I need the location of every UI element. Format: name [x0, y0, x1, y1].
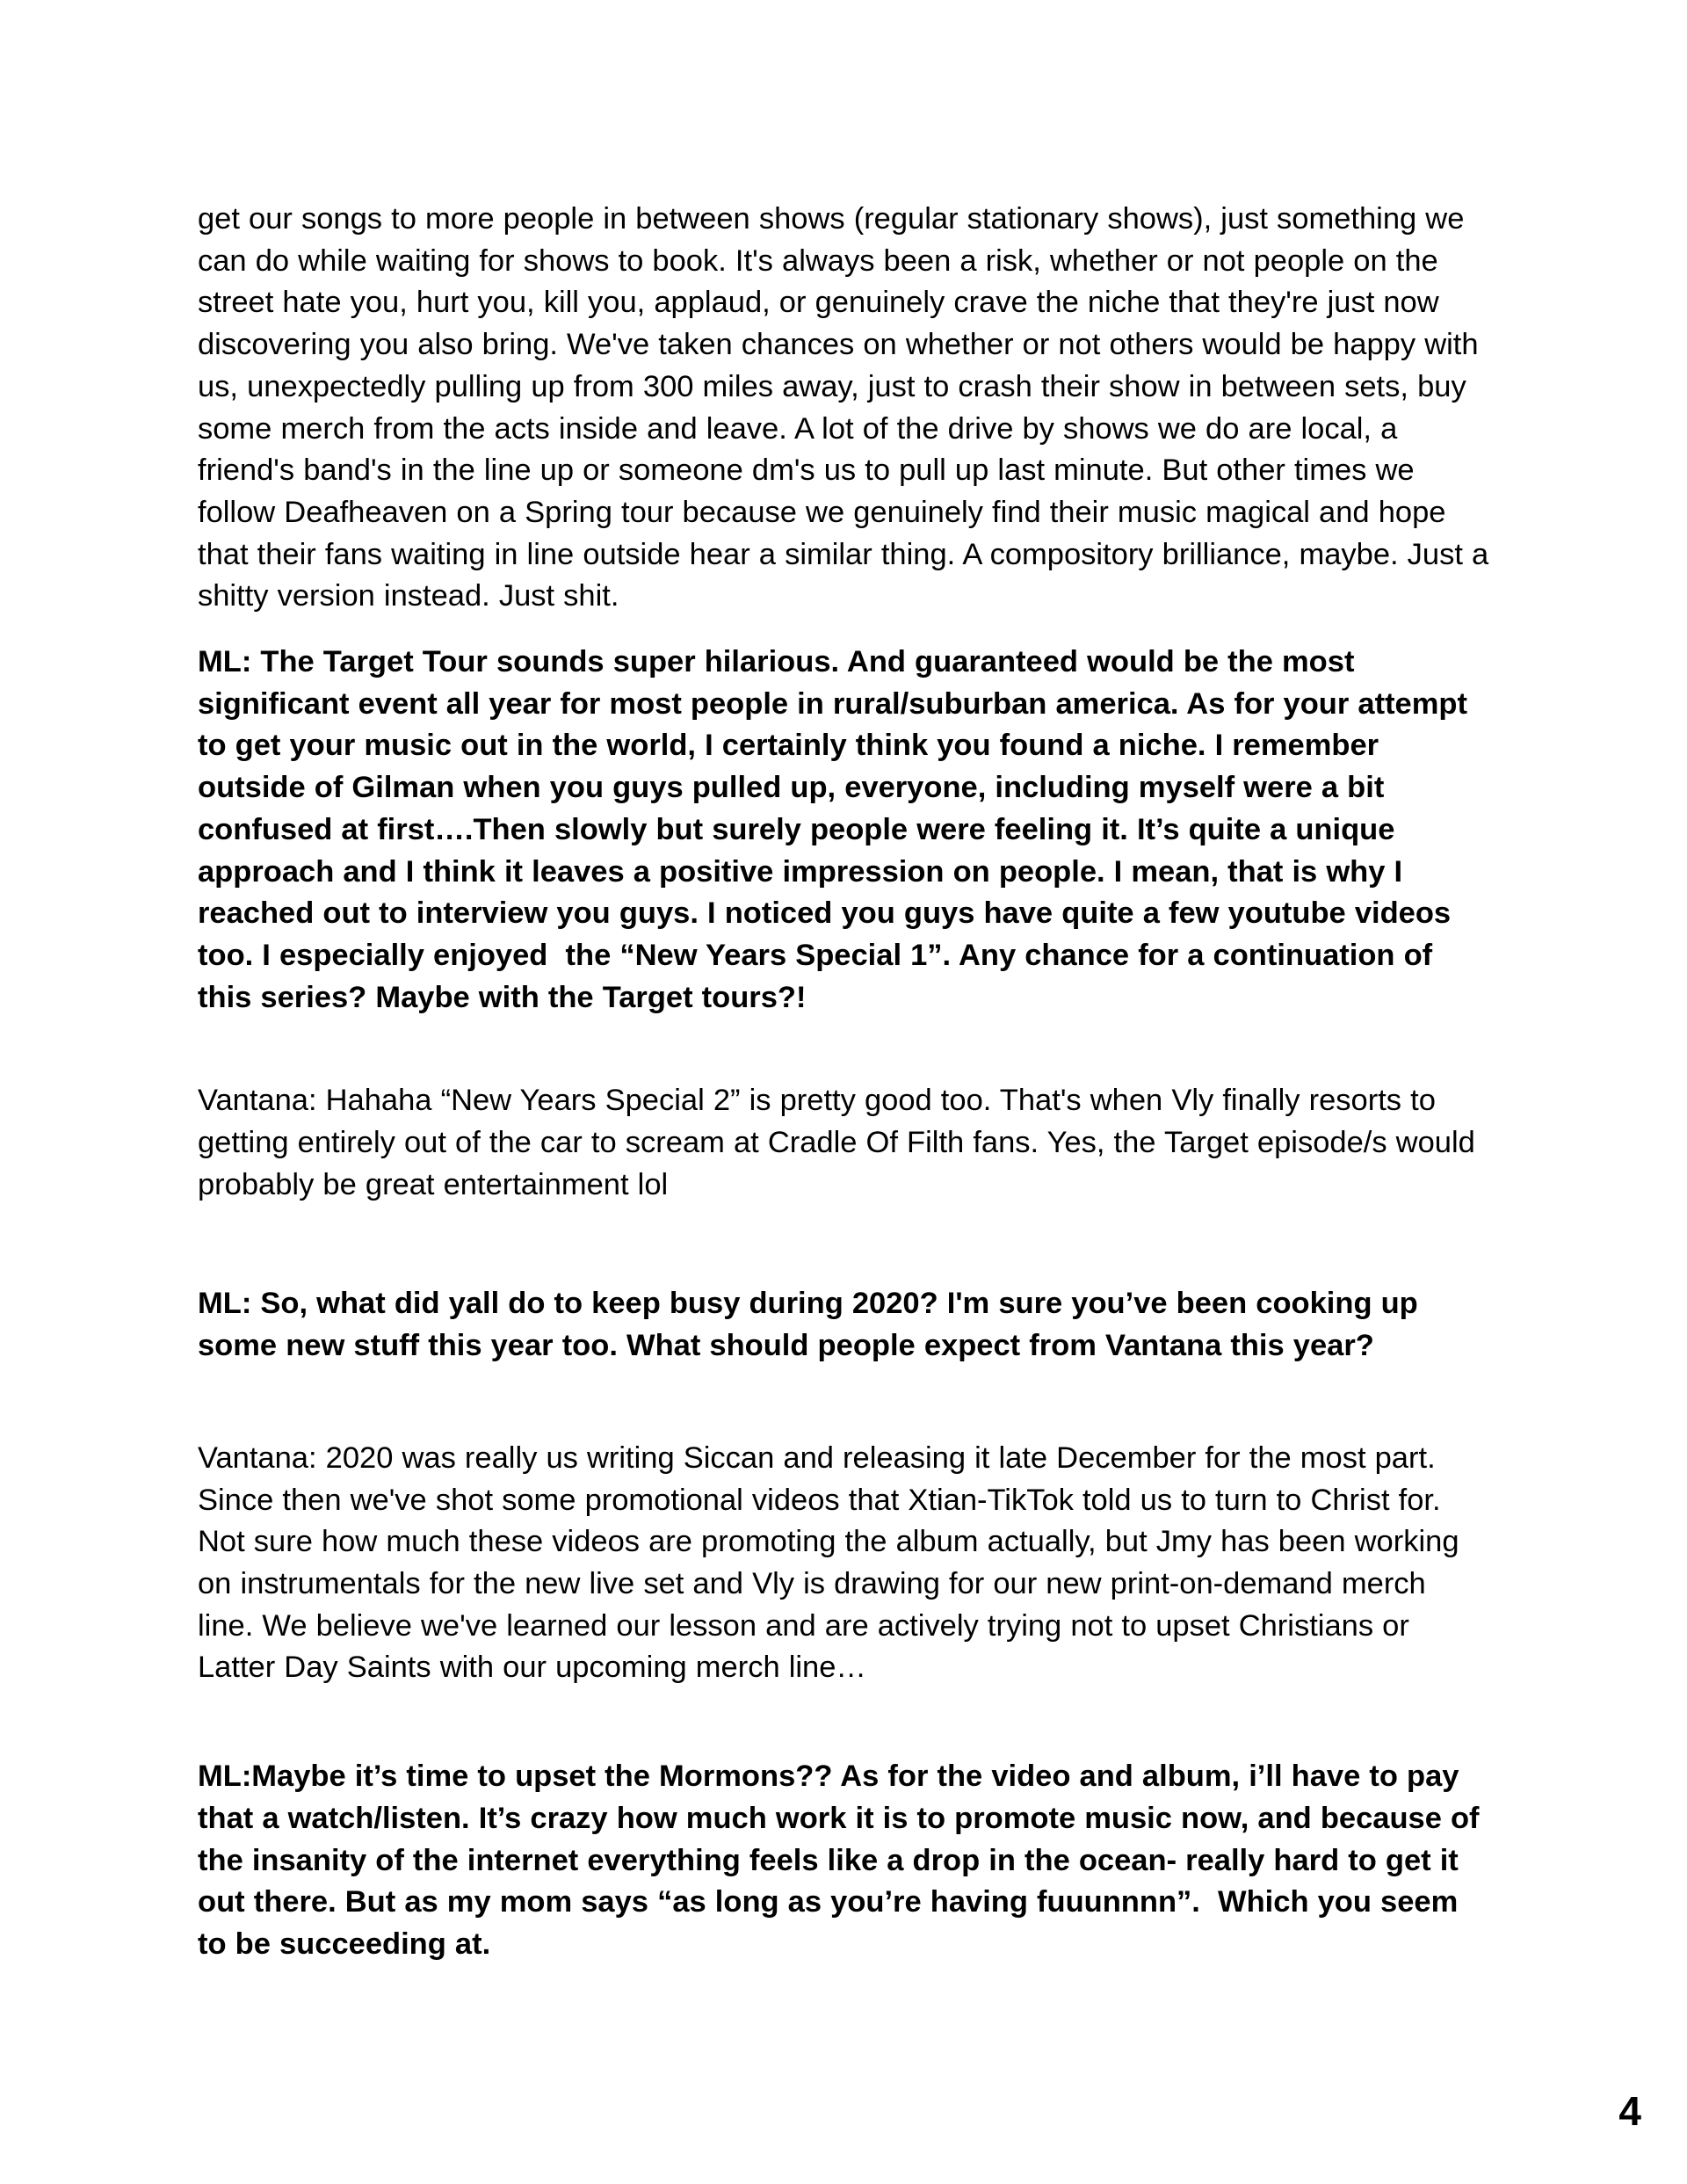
paragraph-ml-question-2020: ML: So, what did yall do to keep busy during 2020? I'm sure you’ve been cooking up some new stuff this year too. What should people expect from Vantana this year? [198, 1287, 1427, 1363]
interview-content [198, 199, 1498, 1966]
paragraph-ml-comment-mormons: ML:Maybe it’s time to upset the Mormons?? As for the video and album, i’ll have to pay that a watch/listen. It’s crazy how much work it is to promote music now, and because of the insanity of the internet everything feels like a drop in the ocean- really hard to get it out there. But as my mom says “as long as you’re having fuuunnnn”. Which you seem to be succeeding at. [198, 1760, 1488, 1961]
paragraph-vantana-answer-new-years: Vantana: Hahaha “New Years Special 2” is pretty good too. That's when Vly finally resorts to getting entirely out of the car to scream at Cradle Of Filth fans. Yes, the Target episode/s would probably be great entertainment lol [198, 1084, 1484, 1201]
paragraph-ml-question-target-tour: ML: The Target Tour sounds super hilarious. And guaranteed would be the most significant event all year for most people in rural/suburban america. As for your attempt to get your music out in the world, I certainly think you found a niche. I remember outside of Gilman when you guys pulled up, everyone, including myself were a bit confused at first….Then slowly but surely people were feeling it. It’s quite a unique approach and I think it leaves a positive impression on people. I mean, that is why I reached out to interview you guys. I noticed you guys have quite a few youtube videos too. I especially enjoyed the “New Years Special 1”. Any chance for a continuation of this series? Maybe with the Target tours?! [198, 645, 1477, 1014]
paragraph-answer-continuation: get our songs to more people in between shows (regular stationary shows), just something we can do while waiting for shows to book. It's always been a risk, whether or not people on the street hate you, hurt you, kill you, applaud, or genuinely crave the niche that they're just now discovering you also bring. We've taken chances on whether or not others would be happy with us, unexpectedly pulling up from 300 miles away, just to crash their show in between sets, buy some merch from the acts inside and leave. A lot of the drive by shows we do are local, a friend's band's in the line up or someone dm's us to pull up last minute. But other times we follow Deafheaven on a Spring tour because we genuinely find their music magical and hope that their fans waiting in line outside hear a similar thing. A compository brilliance, maybe. Just a shitty version instead. Just shit. [198, 202, 1498, 613]
paragraph-vantana-answer-siccan: Vantana: 2020 was really us writing Siccan and releasing it late December for the most part. Since then we've shot some promotional videos that Xtian-TikTok told us to turn to Christ for. Not sure how much these videos are promoting the album actually, but Jmy has been working on instrumentals for the new live set and Vly is drawing for our new print-on-demand merch line. We believe we've learned our lesson and are actively trying not to upset Christians or Latter Day Saints with our upcoming merch line… [198, 1440, 1468, 1685]
page-number: 4 [1618, 2088, 1641, 2134]
